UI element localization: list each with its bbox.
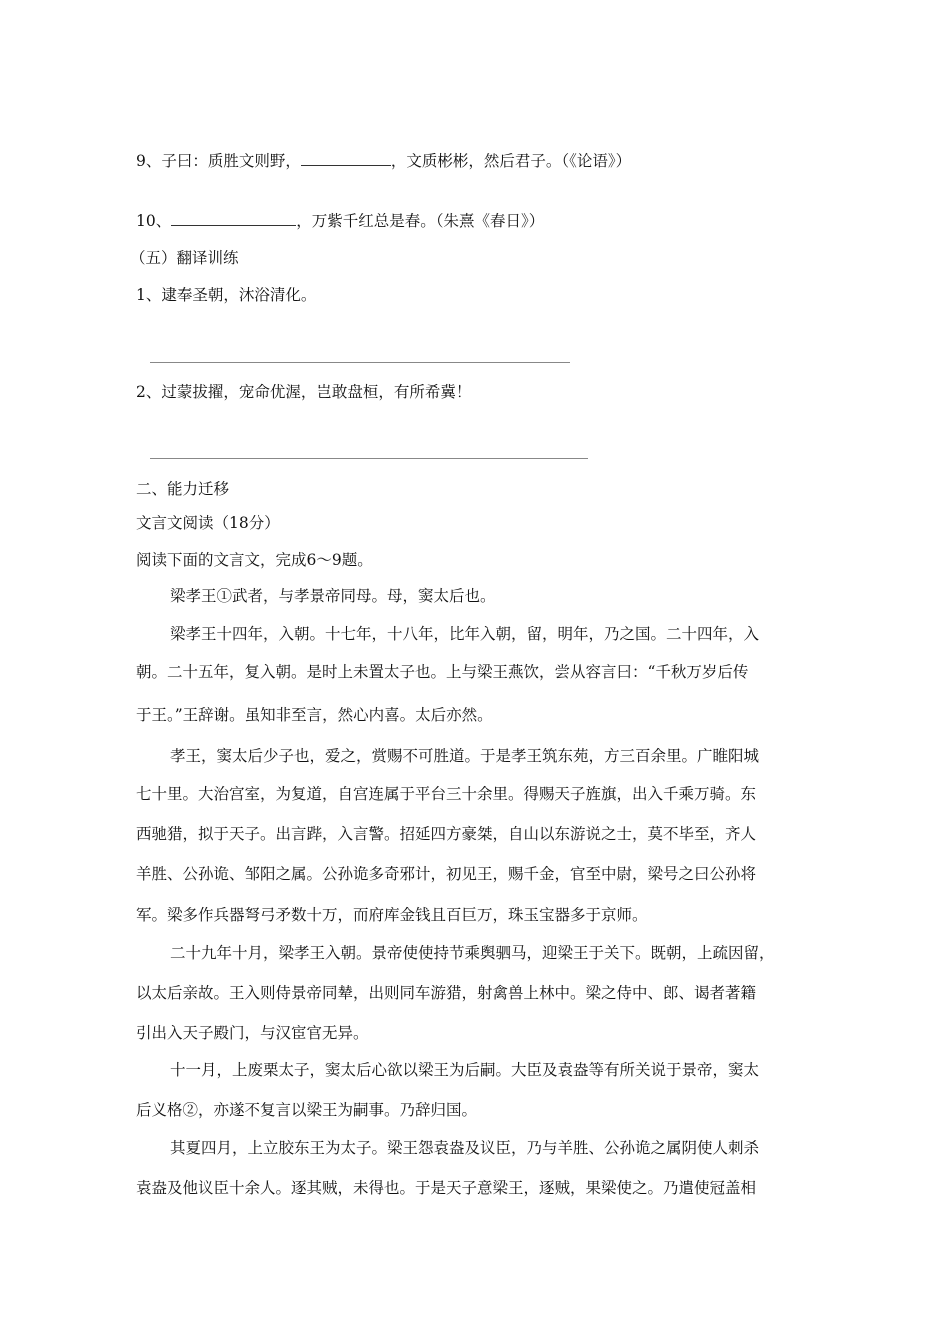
translate-item-1: 1、逮奉圣朝，沐浴清化。	[136, 286, 317, 304]
subheading: 文言文阅读（18分）	[136, 514, 280, 532]
passage-line: 后义格②，亦遂不复言以梁王为嗣事。乃辞归国。	[136, 1101, 478, 1119]
answer-blank[interactable]	[301, 150, 391, 166]
section-heading: 二、能力迁移	[136, 480, 230, 498]
passage-line: 十一月，上废栗太子，窦太后心欲以梁王为后嗣。大臣及袁盎等有所关说于景帝，窦太	[170, 1061, 760, 1079]
passage-line: 七十里。大治宫室，为复道，自宫连属于平台三十余里。得赐天子旌旗，出入千乘万骑。东	[136, 785, 757, 803]
passage-line: 军。梁多作兵器弩弓矛数十万，而府库金钱且百巨万，珠玉宝器多于京师。	[136, 906, 648, 924]
passage-line: 引出入天子殿门，与汉宦官无异。	[136, 1024, 369, 1042]
passage-line: 西驰猎，拟于天子。出言跸，入言警。招延四方豪桀，自山以东游说之士，莫不毕至，齐人	[136, 825, 757, 843]
passage-line: 以太后亲故。王入则侍景帝同辇，出则同车游猎，射禽兽上林中。梁之侍中、郎、谒者著籍	[136, 984, 757, 1002]
passage-line: 朝。二十五年，复入朝。是时上未置太子也。上与梁王燕饮，尝从容言曰：“千秋万岁后传	[136, 663, 749, 681]
passage-line: 袁盎及他议臣十余人。逐其贼，未得也。于是天子意梁王，逐贼，果梁使之。乃遣使冠盖相	[136, 1179, 757, 1197]
fill-blank-9	[136, 150, 631, 172]
translate-item-2: 2、过蒙拔擢，宠命优渥，岂敢盘桓，有所希冀！	[136, 383, 472, 401]
passage-line: 其夏四月，上立胶东王为太子。梁王怨袁盎及议臣，乃与羊胜、公孙诡之属阴使人刺杀	[170, 1139, 760, 1157]
passage-line: 孝王，窦太后少子也，爱之，赏赐不可胜道。于是孝王筑东苑，方三百余里。广睢阳城	[170, 747, 760, 765]
passage-line: 梁孝王①武者，与孝景帝同母。母，窦太后也。	[170, 587, 496, 605]
passage-line: 羊胜、公孙诡、邹阳之属。公孙诡多奇邪计，初见王，赐千金，官至中尉，梁号之曰公孙将	[136, 865, 757, 883]
translate-heading: （五）翻译训练	[130, 249, 239, 267]
passage-line: 梁孝王十四年，入朝。十七年，十八年，比年入朝，留，明年，乃之国。二十四年，入	[170, 625, 760, 643]
fill-blank-9-post: ，文质彬彬，然后君子。（《论语》）	[390, 152, 632, 170]
passage-line: 二十九年十月，梁孝王入朝。景帝使使持节乘舆驷马，迎梁王于关下。既朝，上疏因留，	[170, 944, 775, 962]
fill-blank-10-pre: 10、	[136, 212, 172, 230]
answer-blank[interactable]	[171, 210, 296, 226]
answer-line-2[interactable]	[150, 458, 588, 459]
passage-line: 于王。”王辞谢。虽知非至言，然心内喜。太后亦然。	[136, 706, 493, 724]
fill-blank-9-pre: 9、子曰：质胜文则野，	[136, 152, 301, 170]
instruction: 阅读下面的文言文，完成6～9题。	[136, 551, 373, 569]
answer-line-1[interactable]	[150, 362, 570, 363]
fill-blank-10	[136, 210, 544, 232]
fill-blank-10-post: ，万紫千红总是春。（朱熹《春日》）	[296, 212, 545, 230]
